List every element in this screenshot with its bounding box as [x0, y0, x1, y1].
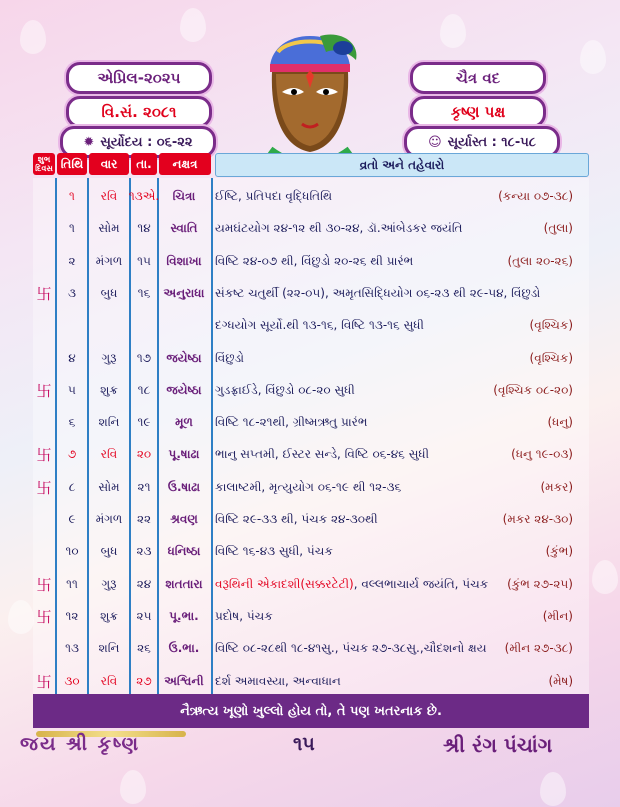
vaar-cell: શુક્ર: [100, 382, 118, 397]
table-row: [33, 602, 589, 631]
vaar-cell: રવિ: [100, 189, 118, 203]
header-vrat: વ્રતો અને તહેવારો: [215, 153, 589, 177]
table-row: [33, 570, 589, 599]
rashi-cell: (કુંભ ૨૭-૨૫): [507, 576, 573, 591]
shubh-symbol: [33, 408, 55, 437]
vaar-cell: રવિ: [100, 673, 118, 688]
rashi-cell: (તુલા): [543, 221, 573, 236]
decor-drop: [180, 8, 206, 42]
vrat-text: સંકષ્ટ ચતુર્થી (૨૨-૦૫), અમૃતસિદ્ધિયોગ ૦૬-૨૩ થી ૨૯-૫૪, વિંછુડો: [215, 285, 541, 300]
rashi-cell: (તુલા ૨૦-૨૬): [507, 253, 573, 268]
vrat-text: દગ્ધયોગ સૂર્યો.થી ૧૩-૧૬, વિષ્ટિ ૧૩-૧૬ સુધી: [215, 318, 424, 333]
rashi-cell: (વૃશ્ચિક): [529, 350, 573, 365]
vrat-text: ભાનુ સપ્તમી, ઈસ્ટર સન્ડે, વિષ્ટિ ૦૬-૪૬ સુધી: [215, 447, 430, 462]
tithi-cell: ૫: [68, 382, 76, 397]
nakshatra-cell: સ્વાતિ: [170, 221, 198, 236]
tithi-cell: ૧: [69, 221, 75, 236]
page-number: ૧૫: [293, 733, 315, 755]
shubh-symbol: [33, 537, 55, 566]
rashi-cell: (વૃશ્ચિક ૦૮-૨૦): [493, 382, 573, 397]
table-row: [33, 247, 589, 276]
rashi-cell: (મકર): [540, 479, 573, 494]
date-cell: ૧૯: [137, 415, 151, 430]
sunrise-label: ✹ સૂર્યોદય : ૦૬-૨૨: [60, 126, 216, 158]
rashi-cell: (મકર ૨૪-૩૦): [502, 512, 573, 526]
vrat-cell: [215, 182, 485, 211]
sun-icon: ✹: [83, 134, 95, 150]
tithi-cell: ૧૨: [65, 608, 79, 623]
nakshatra-cell: પૂ.ષાઢા: [168, 447, 200, 462]
shubh-symbol: 卐: [36, 575, 52, 594]
date-cell: ૨૭: [136, 673, 152, 688]
date-cell: [131, 311, 157, 340]
vrat-cell: [215, 311, 485, 340]
tithi-cell: ૩૦: [64, 673, 80, 688]
vaar-cell: શનિ: [98, 415, 120, 430]
vaar-cell: મંગળ: [95, 253, 123, 268]
tithi-cell: ૧૧: [66, 576, 78, 591]
decor-drop: [540, 772, 566, 806]
header-nakshatra: નક્ષત્ર: [159, 153, 211, 175]
decor-drop: [440, 14, 466, 48]
table-row: [33, 376, 589, 405]
vaar-cell: [89, 311, 129, 340]
header-ta: તા.: [131, 153, 157, 175]
table-row: [33, 182, 589, 211]
nakshatra-cell: જયેષ્ઠા: [166, 350, 202, 365]
vaar-cell: સોમ: [98, 479, 120, 494]
shubh-symbol: 卐: [36, 607, 52, 626]
shubh-symbol: [33, 214, 55, 243]
rashi-cell: (વૃશ્ચિક): [529, 318, 573, 333]
shubh-symbol: 卐: [36, 478, 52, 497]
date-cell: ૧૩એ.: [128, 189, 160, 203]
table-row: [33, 344, 589, 373]
vrat-cell: [215, 344, 485, 373]
rashi-cell: (ધનુ): [547, 415, 573, 430]
date-cell: ૨૪: [136, 576, 152, 591]
nakshatra-cell: મૂળ: [175, 415, 193, 430]
vrat-cell: [215, 505, 485, 534]
vrat-text: વિષ્ટિ ૦૮-૨૮થી ૧૮-૪૧સુ., પંચક ૨૭-૩૮સુ.,ચૌદશનો ક્ષય: [215, 641, 487, 656]
table-row: [33, 634, 589, 663]
date-cell: ૨૦: [136, 447, 152, 462]
table-row: [33, 214, 589, 243]
nakshatra-cell: જયેષ્ઠા: [166, 382, 202, 397]
vaar-cell: મંગળ: [95, 512, 123, 526]
tithi-cell: [57, 311, 87, 340]
shubh-symbol: [33, 634, 55, 663]
header-tithi: તિથિ: [57, 153, 87, 175]
nakshatra-cell: ઉ.ષાઢા: [167, 479, 201, 494]
table-row: [33, 667, 589, 696]
vastu-notice: નૈઋત્ય ખૂણો ખુલ્લો હોય તો, તે પણ ખતરનાક છે.: [33, 694, 589, 728]
sunset-label: ☺ સૂર્યાસ્ત : ૧૮-૫૮: [404, 126, 560, 158]
vrat-cell: [215, 247, 485, 276]
month-label: એપ્રિલ-૨૦૨૫: [66, 62, 212, 94]
rashi-cell: (મીન): [542, 608, 573, 623]
table-row: [33, 505, 589, 534]
table-row: [33, 408, 589, 437]
vaar-cell: સોમ: [98, 221, 120, 236]
header-shubh: શુભ દિવસ: [33, 153, 55, 175]
date-cell: ૧૮: [137, 382, 151, 397]
vrat-text: વિષ્ટિ ૧૬-૪૩ સુધી, પંચક: [215, 544, 333, 559]
vrat-cell: [215, 634, 485, 663]
date-cell: ૨૨: [136, 512, 152, 526]
vrat-text: યમઘંટયોગ ૨૪-૧૨ થી ૩૦-૨૪, ડૉ.આંબેડકર જયંતિ: [215, 221, 463, 236]
tithi-cell: ૨: [68, 253, 76, 268]
shubh-symbol: [33, 182, 55, 211]
rashi-cell: (કુંભ): [545, 544, 573, 559]
date-cell: ૨૧: [137, 479, 151, 494]
vaar-cell: શુક્ર: [100, 608, 118, 623]
gujarati-month-label: ચૈત્ર વદ: [410, 62, 546, 94]
tithi-cell: ૬: [68, 415, 76, 430]
vrat-text: વિષ્ટિ ૨૯-૩૩ થી, પંચક ૨૪-૩૦થી: [215, 512, 378, 526]
tithi-cell: ૧૩: [65, 641, 79, 656]
vrat-text: ઈષ્ટિ, પ્રતિપદા વૃદ્ધિતિથિ: [215, 189, 333, 203]
vaar-cell: ગુરૂ: [101, 350, 117, 365]
decor-drop: [20, 20, 46, 54]
table-row: [33, 311, 589, 340]
tithi-cell: ૭: [67, 447, 77, 462]
nakshatra-cell: ચિત્રા: [172, 189, 196, 203]
shubh-symbol: 卐: [36, 672, 52, 691]
nakshatra-cell: પૂ.ભા.: [169, 608, 199, 623]
nakshatra-cell: શતતારા: [165, 576, 203, 591]
nakshatra-cell: શ્રવણ: [170, 512, 198, 526]
decor-drop: [8, 600, 34, 634]
table-row: [33, 473, 589, 502]
footer-greeting: જય શ્રી કૃષ્ણ: [20, 733, 141, 755]
shubh-symbol: 卐: [36, 284, 52, 303]
vrat-cell: [215, 408, 485, 437]
vrat-cell: [215, 214, 485, 243]
vrat-cell: [215, 279, 541, 308]
vaar-cell: બુધ: [100, 544, 118, 559]
nakshatra-cell: ઉ.ભા.: [168, 641, 200, 656]
shubh-symbol: [33, 505, 55, 534]
rashi-cell: (કન્યા ૦૭-૩૮): [498, 189, 573, 203]
shubh-symbol: [33, 247, 55, 276]
table-row: [33, 440, 589, 469]
vaar-cell: બુધ: [100, 285, 118, 300]
tithi-cell: ૮: [68, 479, 76, 494]
vrat-cell: [215, 376, 485, 405]
decor-drop: [592, 560, 618, 594]
nakshatra-cell: વિશાખા: [166, 253, 202, 268]
vrat-cell: [215, 440, 485, 469]
vaar-cell: શનિ: [98, 641, 120, 656]
table-row: [33, 279, 589, 308]
shubh-symbol: 卐: [36, 381, 52, 400]
shubh-symbol: [33, 344, 55, 373]
header-vaar: વાર: [89, 153, 129, 175]
decor-drop: [580, 40, 606, 74]
vrat-text: વિંછુડો: [215, 350, 245, 365]
table-body: [33, 178, 589, 698]
nakshatra-cell: અનુરાધા: [163, 285, 205, 300]
samvat-label: વિ.સં. ૨૦૮૧: [66, 96, 212, 128]
vrat-cell: [215, 570, 489, 599]
tithi-cell: ૧: [69, 189, 75, 203]
vrat-text: , વલ્લભાચાર્ય જયંતિ, પંચક: [353, 576, 489, 591]
vrat-text: પ્રદોષ, પંચક: [215, 608, 273, 623]
smile-sun-icon: ☺: [428, 134, 442, 150]
ekadashi-highlight: વરૂથિની એકાદશી(સક્કરટેટી): [215, 576, 354, 591]
tithi-cell: ૪: [68, 350, 76, 365]
vrat-text: વિષ્ટિ ૨૪-૦૭ થી, વિંછુડો ૨૦-૨૬ થી પ્રારંભ: [215, 253, 414, 268]
vaar-cell: ગુરૂ: [101, 576, 117, 591]
vrat-text: કાલાષ્ટમી, મૃત્યુયોગ ૦૬-૧૯ થી ૧૨-૩૬: [215, 479, 402, 494]
tithi-cell: ૯: [68, 512, 76, 526]
date-cell: ૨૫: [136, 608, 152, 623]
date-cell: ૨૬: [137, 641, 151, 656]
date-cell: ૧૫: [137, 253, 151, 268]
rashi-cell: (મીન ૨૭-૩૮): [504, 641, 573, 656]
footer-brand: શ્રી રંગ પંચાંગ: [443, 733, 553, 757]
tithi-cell: ૩: [68, 285, 76, 300]
rashi-cell: (મેષ): [548, 673, 573, 688]
shubh-symbol: [33, 311, 55, 340]
vrat-text: ગુડફ્રાઈડે, વિંછુડો ૦૮-૨૦ સુધી: [215, 382, 355, 397]
decor-drop: [120, 770, 146, 804]
vrat-cell: [215, 473, 485, 502]
vrat-cell: [215, 667, 485, 696]
vrat-text: વિષ્ટિ ૧૮-૨૧થી, ગ્રીષ્મઋતુ પ્રારંભ: [215, 415, 368, 430]
date-cell: ૧૭: [136, 350, 152, 365]
vaar-cell: રવિ: [100, 447, 118, 462]
rashi-cell: (ધનુ ૧૯-૦૩): [511, 447, 573, 462]
date-cell: ૧૪: [137, 221, 151, 236]
nakshatra-cell: અશ્વિની: [164, 673, 204, 688]
shubh-symbol: 卐: [36, 446, 52, 465]
table-row: [33, 537, 589, 566]
vrat-text: દર્શ અમાવસ્યા, અન્વાધાન: [215, 673, 341, 688]
vrat-cell: [215, 602, 485, 631]
date-cell: ૨૩: [136, 544, 152, 559]
nakshatra-cell: [159, 311, 209, 340]
vrat-cell: [215, 537, 485, 566]
tithi-cell: ૧૦: [65, 544, 79, 559]
nakshatra-cell: ધનિષ્ઠા: [167, 544, 201, 559]
paksha-label: કૃષ્ણ પક્ષ: [410, 96, 546, 128]
date-cell: ૧૬: [137, 285, 151, 300]
